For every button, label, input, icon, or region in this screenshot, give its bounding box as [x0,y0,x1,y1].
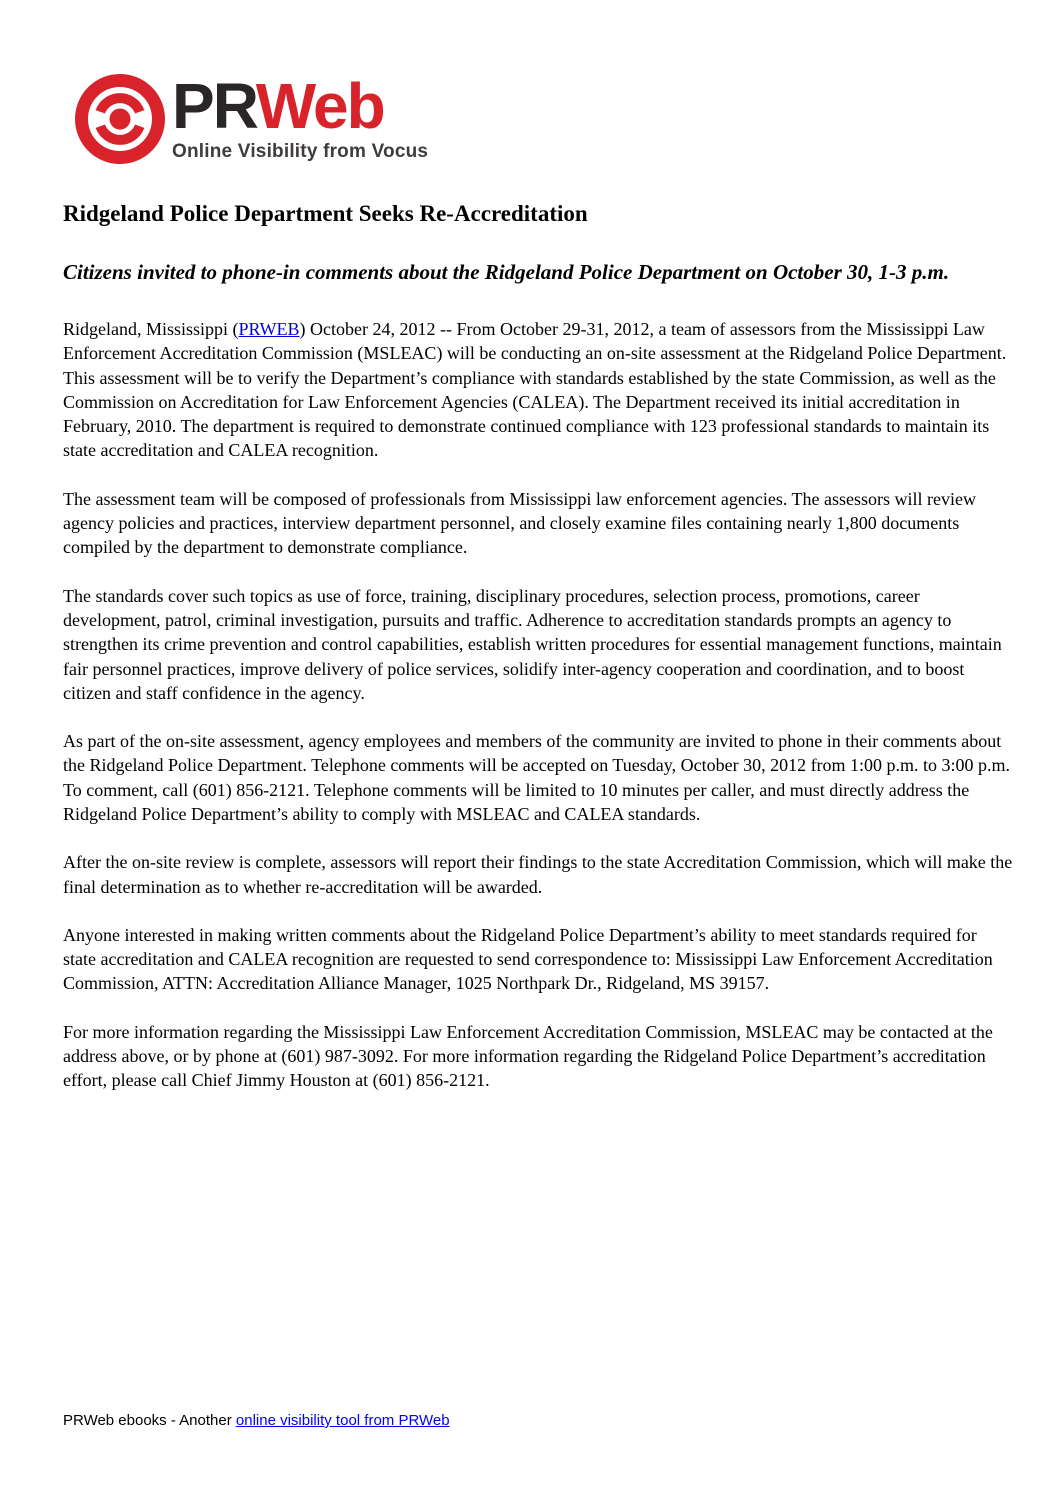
body-paragraph: For more information regarding the Mississippi Law Enforcement Accreditation Commission, MSLEAC may be contacted at the address above, or by phone at (601) 987-3092. For more information regarding the Ridgeland Police Department’s accreditation effort, please call Chief Jimmy Houston at (601) 856-2121. [63,1021,993,1091]
prweb-logo-text [172,70,429,163]
body-paragraph: As part of the on-site assessment, agency employees and members of the community are invited to phone in their comments about the Ridgeland Police Department. Telephone comments will be accepted on Tuesday, October 30, 2012 from 1:00 p.m. to 3:00 p.m. To comment, call (601) 856-2121. Telephone comments will be limited to 10 minutes per caller, and must directly address the Ridgeland Police Department’s ability to comply with MSLEAC and CALEA standards. [63,731,1011,824]
prweb-wordmark [172,70,428,142]
wordmark-web: Web [255,70,384,142]
article-body [63,317,1013,1093]
dateline-prefix: Ridgeland, Mississippi ( [63,318,239,339]
footer-link[interactable]: online visibility tool from PRWeb [235,1412,450,1429]
footer-text: PRWeb ebooks - Another [63,1412,236,1429]
prweb-logo [74,70,429,165]
body-paragraph: The standards cover such topics as use of force, training, disciplinary procedures, selection process, promotions, career development, patrol, criminal investigation, pursuits and traffic. Adherence to accreditation standards prompts an agency to strengthen its crime prevention and control capabilities, establish written procedures for essential management functions, maintain fair personnel practices, improve delivery of police services, solidify inter-agency cooperation and coordination, and to boost citizen and staff confidence in the agency. [63,585,1002,703]
page-footer [63,1412,450,1429]
prweb-link[interactable]: PRWEB [238,318,300,339]
dateline-paragraph [63,317,1013,463]
prweb-target-icon [74,73,166,165]
logo-tagline: Online Visibility from Vocus [172,141,429,162]
article-title: Ridgeland Police Department Seeks Re-Accreditation [63,201,588,226]
wordmark-pr: PR [172,70,256,142]
body-paragraph: The assessment team will be composed of professionals from Mississippi law enforcement agencies. The assessors will review agency policies and practices, interview department personnel, and closely examine files containing nearly 1,800 documents compiled by the department to demonstrate compliance. [63,488,976,558]
article-subtitle: Citizens invited to phone-in comments about the Ridgeland Police Department on October 30, 1-3 p.m. [63,259,950,284]
body-paragraph: Anyone interested in making written comments about the Ridgeland Police Department’s ability to meet standards required for state accreditation and CALEA recognition are requested to send correspondence to: Mississippi Law Enforcement Accreditation Commission, ATTN: Accreditation Alliance Manager, 1025 Northpark Dr., Ridgeland, MS 39157. [63,924,993,994]
body-paragraph: After the on-site review is complete, assessors will report their findings to the state Accreditation Commission, which will make the final determination as to whether re-accreditation will be awarded. [63,852,1013,897]
dateline-suffix: ) October 24, 2012 -- From October 29-31, 2012, a team of assessors from the Mississippi Law Enforcement Accreditation Commission (MSLEAC) will be conducting an on-site assessment at the Ridgeland Police Department. This assessment will be to verify the Department’s compliance with standards established by the state Commission, as well as the Commission on Accreditation for Law Enforcement Agencies (CALEA). The Department received its initial accreditation in February, 2010. The department is required to demonstrate continued compliance with 123 professional standards to maintain its state accreditation and CALEA recognition. [63,318,1007,461]
article [63,200,1013,1117]
